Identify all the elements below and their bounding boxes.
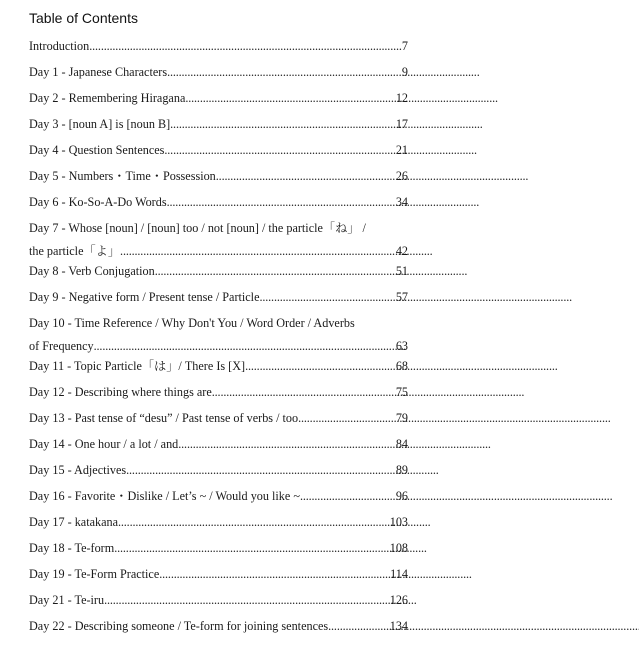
dot-leader [104,592,390,609]
toc-entry-link[interactable] [29,592,408,609]
toc-entry-title: Day 6 - Ko-So-A-Do Words [29,195,167,209]
dot-leader [120,243,396,260]
toc-entry-title: Day 8 - Verb Conjugation [29,264,155,278]
toc-entry-title: Day 3 - [noun A] is [noun B] [29,117,171,131]
toc-entry-page-number: 96 [395,489,408,503]
toc-entry-title: Introduction [29,39,90,53]
toc-entry[interactable] [29,540,408,557]
toc-entry[interactable] [29,358,408,375]
toc-entry-link[interactable] [29,436,408,453]
toc-entry-title: Day 16 - Favorite・Dislike / Let’s ~ / Would you like ~ [29,489,300,503]
dot-leader [216,168,396,185]
toc-entry-page-number: 34 [395,195,408,209]
toc-entry[interactable] [29,116,408,133]
toc-entry[interactable] [29,315,408,355]
toc-entry[interactable] [29,566,408,583]
toc-entry-link[interactable] [29,566,408,583]
toc-entry-page-number: 17 [395,117,408,131]
toc-entry-link[interactable] [29,168,408,185]
toc-entry-title: Day 12 - Describing where things are [29,385,212,399]
toc-entry-page-number: 114 [390,567,408,581]
dot-leader [89,38,402,55]
toc-entry-page-number: 42 [395,244,408,258]
dot-leader [212,384,396,401]
toc-entry[interactable] [29,514,408,531]
toc-entry-title: Day 4 - Question Sentences [29,143,165,157]
toc-entry-title: Day 19 - Te-Form Practice [29,567,160,581]
toc-entry-page-number: 9 [401,65,408,79]
toc-entry-page-number: 57 [395,290,408,304]
dot-leader [164,142,395,159]
dot-leader [118,514,390,531]
toc-entry-link[interactable] [29,263,408,280]
toc-entry-page-number: 51 [395,264,408,278]
toc-entry[interactable] [29,289,408,306]
toc-entry-title: Day 5 - Numbers・Time・Possession [29,169,216,183]
toc-entry-link[interactable] [29,38,408,55]
toc-entry-link[interactable] [29,315,408,355]
toc-entry-title: Day 13 - Past tense of “desu” / Past tense of verbs / too [29,411,299,425]
toc-entry[interactable] [29,410,408,427]
toc-entry-title: Day 14 - One hour / a lot / and [29,437,179,451]
dot-leader [245,358,396,375]
toc-entry-page-number: 63 [395,339,408,353]
toc-entry-page-number: 21 [395,143,408,157]
dot-leader [298,410,396,427]
toc-entry-link[interactable] [29,488,408,505]
toc-entry-title-continuation: the particle「よ」 [29,244,121,258]
toc-entry-title: Day 17 - katakana [29,515,118,529]
toc-entry-title: Day 18 - Te-form [29,541,115,555]
toc-entry-page-number: 84 [395,437,408,451]
toc-entry-page-number: 12 [395,91,408,105]
toc-entry-link[interactable] [29,90,408,107]
toc-entry-link[interactable] [29,384,408,401]
page-title: Table of Contents [29,10,138,26]
dot-leader [185,90,395,107]
toc-entry-link[interactable] [29,220,408,260]
toc-entry-link[interactable] [29,410,408,427]
toc-entry-link[interactable] [29,540,408,557]
toc-entry[interactable] [29,90,408,107]
dot-leader [126,462,396,479]
toc-entry-link[interactable] [29,358,408,375]
dot-leader [94,338,396,355]
toc-entry-title: Day 15 - Adjectives [29,463,127,477]
toc-entry-link[interactable] [29,462,408,479]
toc-entry[interactable] [29,488,408,505]
toc-entry-page-number: 68 [395,359,408,373]
toc-entry[interactable] [29,618,408,635]
dot-leader [167,64,402,81]
toc-entry-page-number: 26 [395,169,408,183]
toc-entry-title: Day 9 - Negative form / Present tense / Particle [29,290,260,304]
dot-leader [159,566,390,583]
dot-leader [167,194,396,211]
toc-entry[interactable] [29,64,408,81]
toc-entry[interactable] [29,194,408,211]
toc-entry-link[interactable] [29,142,408,159]
toc-entry-title: Day 11 - Topic Particle「は」/ There Is [X] [29,359,246,373]
dot-leader [114,540,389,557]
toc-entry-link[interactable] [29,194,408,211]
toc-entry[interactable] [29,168,408,185]
toc-entry-title: Day 22 - Describing someone / Te-form for joining sentences [29,619,329,633]
dot-leader [155,263,396,280]
toc-entry-page-number: 103 [389,515,408,529]
toc-entry-page-number: 7 [401,39,408,53]
toc-entry[interactable] [29,436,408,453]
dot-leader [300,488,396,505]
toc-entry[interactable] [29,142,408,159]
toc-entry-link[interactable] [29,514,408,531]
toc-entry-title: Day 1 - Japanese Characters [29,65,168,79]
toc-entry-link[interactable] [29,618,408,635]
dot-leader [328,618,390,635]
dot-leader [178,436,396,453]
toc-entry-link[interactable] [29,289,408,306]
toc-entry[interactable] [29,263,408,280]
toc-entry-title: Day 10 - Time Reference / Why Don't You / Word Order / Adverbs [29,316,355,330]
dot-leader [259,289,395,306]
dot-leader [170,116,396,133]
toc-entry-title-continuation: of Frequency [29,339,94,353]
toc-entry-page-number: 134 [389,619,408,633]
toc-entry[interactable] [29,462,408,479]
toc-entry[interactable] [29,592,408,609]
toc-entry-title: Day 2 - Remembering Hiragana [29,91,186,105]
toc-entry[interactable] [29,220,408,260]
toc-entry-page-number: 108 [389,541,408,555]
toc-entry-page-number: 75 [395,385,408,399]
toc-entry-page-number: 79 [395,411,408,425]
toc-entry-title: Day 21 - Te-iru [29,593,105,607]
toc-entry-page-number: 126 [389,593,408,607]
toc-entry-link[interactable] [29,64,408,81]
toc-entry-title: Day 7 - Whose [noun] / [noun] too / not [noun] / the particle「ね」 / [29,221,366,235]
toc-entry-link[interactable] [29,116,408,133]
toc-entry[interactable] [29,38,408,55]
toc-entry-page-number: 89 [395,463,408,477]
toc-entry[interactable] [29,384,408,401]
